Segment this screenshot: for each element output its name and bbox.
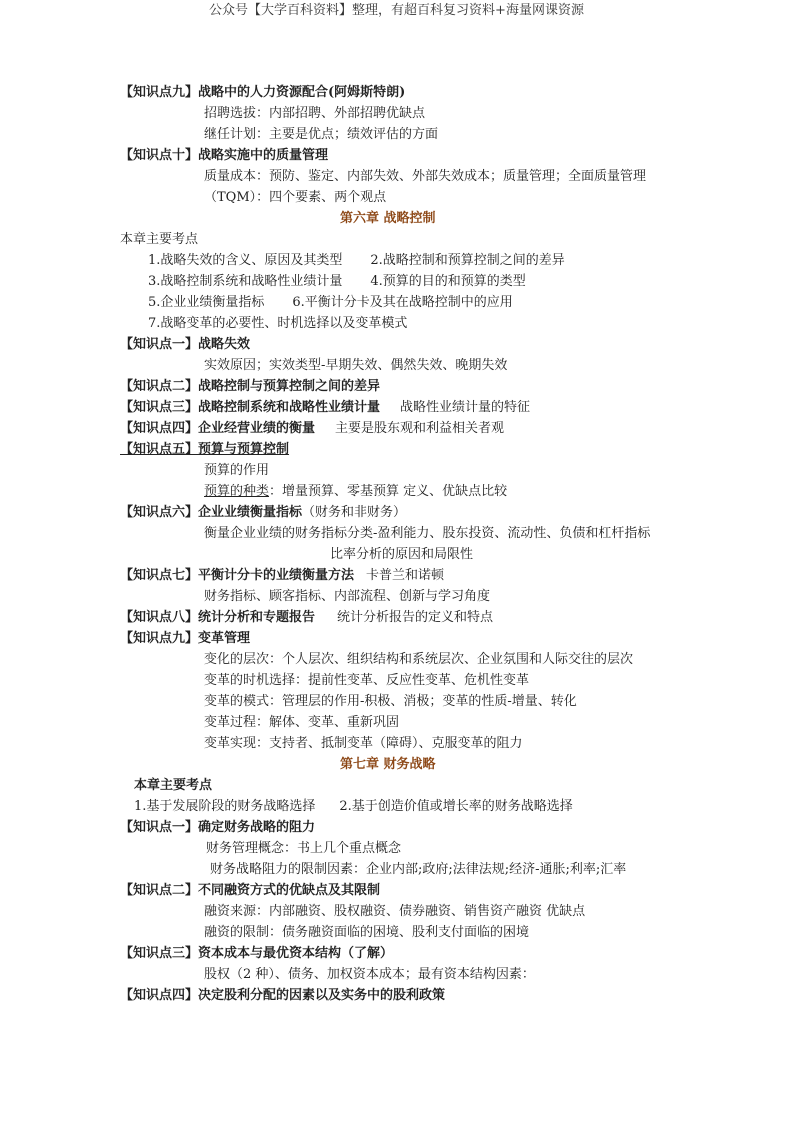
- text-line: 变化的层次：个人层次、组织结构和系统层次、企业氛围和人际交往的层次: [204, 652, 634, 667]
- kp-line: 【知识点二】不同融资方式的优缺点及其限制: [120, 883, 381, 898]
- kp-line: 【知识点四】企业经营业绩的衡量 主要是股东观和利益相关者观: [120, 421, 505, 436]
- text-line: 衡量企业业绩的财务指标分类-盈利能力、股东投资、流动性、负债和杠杆指标: [204, 526, 651, 541]
- text-line: 变革的时机选择：提前性变革、反应性变革、危机性变革: [204, 673, 530, 688]
- kp-line: 【知识点八】统计分析和专题报告 统计分析报告的定义和特点: [120, 610, 494, 625]
- kp-line: 【知识点七】平衡计分卡的业绩衡量方法 卡普兰和诺顿: [120, 568, 445, 583]
- chapter-title: 第六章 战略控制: [340, 211, 436, 226]
- kp-line: 【知识点一】战略失效: [120, 337, 251, 352]
- kp-line: 【知识点四】决定股利分配的因素以及实务中的股利政策: [120, 988, 446, 1003]
- key-points-line: 1.战略失效的含义、原因及其类型 2.战略控制和预算控制之间的差异: [148, 253, 565, 268]
- kp-line: 【知识点三】资本成本与最优资本结构（了解）: [120, 946, 394, 961]
- key-points-line: 5.企业业绩衡量指标 6.平衡计分卡及其在战略控制中的应用: [148, 295, 513, 310]
- text-line: 财务管理概念：书上几个重点概念: [206, 841, 402, 856]
- text-line: 预算的作用: [204, 463, 270, 478]
- text-line: 股权（2 种）、债务、加权资本成本；最有资本结构因素：: [204, 967, 535, 982]
- text-line: 预算的种类：增量预算、零基预算 定义、优缺点比较: [204, 484, 508, 499]
- text-line: 实效原因；实效类型-早期失效、偶然失效、晚期失效: [204, 358, 508, 373]
- kp-line: 【知识点二】战略控制与预算控制之间的差异: [120, 379, 381, 394]
- kp-line: 【知识点九】变革管理: [120, 631, 251, 646]
- kp-line: 【知识点五】预算与预算控制: [120, 442, 290, 457]
- text-line: 变革的模式：管理层的作用-积极、消极；变革的性质-增量、转化: [204, 694, 577, 709]
- text-line: 融资的限制：债务融资面临的困境、股利支付面临的困境: [204, 925, 530, 940]
- kp-line: 【知识点六】企业业绩衡量指标（财务和非财务）: [120, 505, 407, 520]
- text-line: （TQM）：四个要素、两个观点: [204, 190, 387, 205]
- chapter-title: 第七章 财务战略: [340, 757, 436, 772]
- text-line: 比率分析的原因和局限性: [330, 547, 474, 562]
- kp-line: 【知识点十】战略实施中的质量管理: [120, 148, 329, 163]
- page-header: 公众号【大学百科资料】整理，有超百科复习资料+海量网课资源: [209, 3, 584, 18]
- kp-line: 【知识点一】确定财务战略的阻力: [120, 820, 316, 835]
- section-heading: 本章主要考点: [134, 778, 213, 793]
- text-line: 财务战略阻力的限制因素：企业内部;政府;法律法规;经济-通胀;利率;汇率: [210, 862, 627, 877]
- key-points-line: 7.战略变革的必要性、时机选择以及变革模式: [148, 316, 408, 331]
- text-line: 招聘选拔：内部招聘、外部招聘优缺点: [204, 106, 426, 121]
- text-line: 继任计划：主要是优点；绩效评估的方面: [204, 127, 439, 142]
- key-points-line: 3.战略控制系统和战略性业绩计量 4.预算的目的和预算的类型: [148, 274, 526, 289]
- key-points-line: 1.基于发展阶段的财务战略选择 2.基于创造价值或增长率的财务战略选择: [134, 799, 573, 814]
- text-line: 融资来源：内部融资、股权融资、债券融资、销售资产融资 优缺点: [204, 904, 586, 919]
- section-heading: 本章主要考点: [120, 232, 199, 247]
- text-line: 质量成本：预防、鉴定、内部失效、外部失效成本；质量管理；全面质量管理: [204, 169, 647, 184]
- text-line: 财务指标、顾客指标、内部流程、创新与学习角度: [204, 589, 491, 604]
- kp-line: 【知识点九】战略中的人力资源配合(阿姆斯特朗): [120, 85, 406, 100]
- text-line: 变革过程：解体、变革、重新巩固: [204, 715, 400, 730]
- text-line: 变革实现：支持者、抵制变革（障碍）、克服变革的阻力: [204, 736, 523, 751]
- kp-line: 【知识点三】战略控制系统和战略性业绩计量 战略性业绩计量的特征: [120, 400, 531, 415]
